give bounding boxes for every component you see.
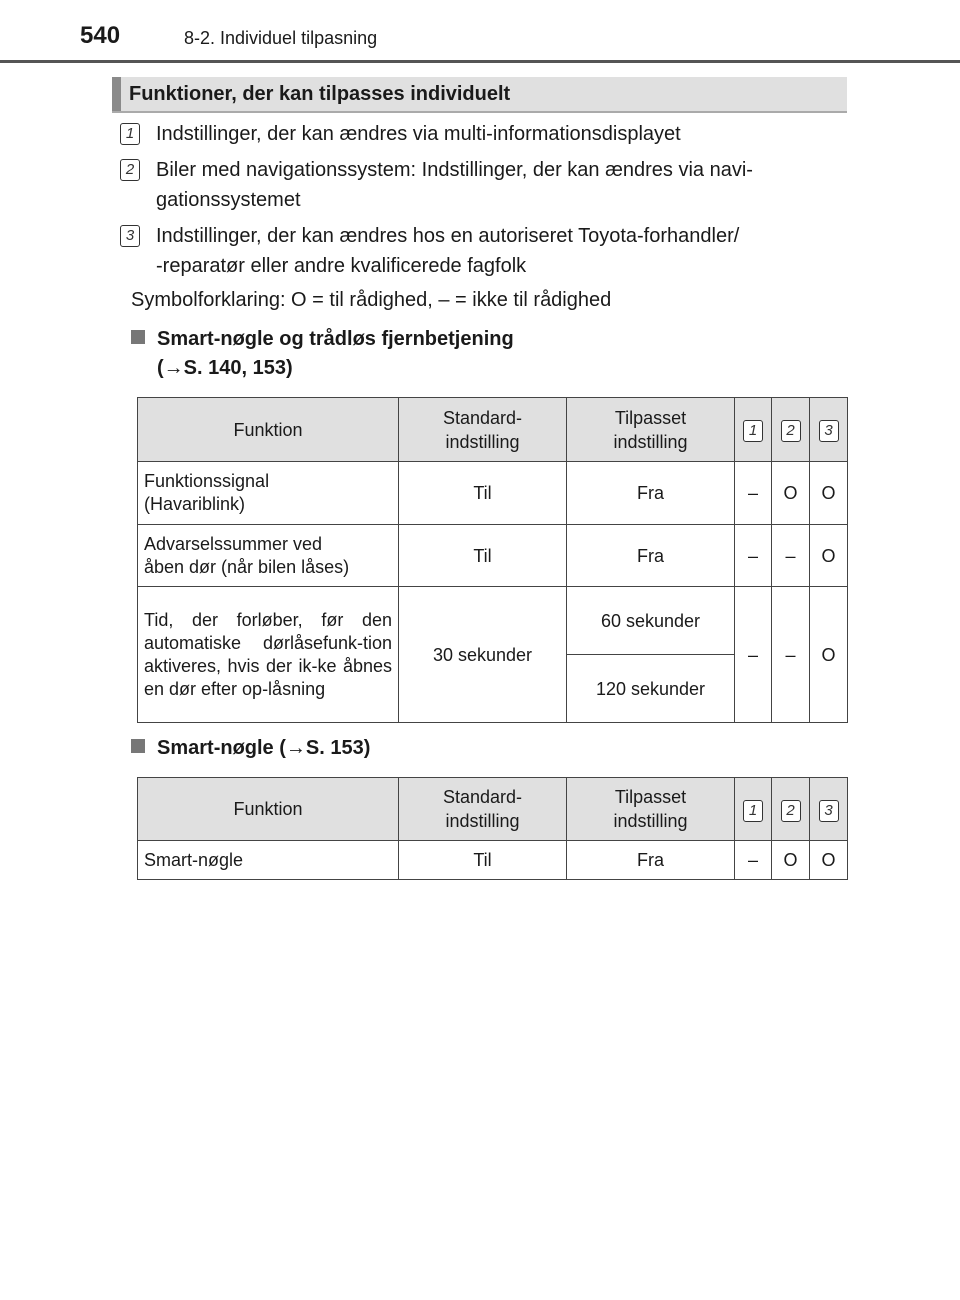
column-header-function: Funktion [138,778,399,841]
cell-custom: 60 sekunder [567,587,735,655]
section2-title: Smart-nøgle (→S. 153) [157,737,371,759]
box-title-text: Funktioner, der kan tilpasses individuelt [129,83,511,105]
cell-default: Til [399,462,567,525]
square-bullet-icon [131,739,145,753]
cell-function: Advarselssummer ved åben dør (når bilen låses) [138,525,399,587]
cell-availability-2: – [772,525,810,587]
table-row [138,587,848,655]
cell-availability-1: – [735,587,772,723]
column-header-custom: Tilpasset indstilling [567,398,735,462]
number-badge: 2 [781,800,801,822]
number-badge: 3 [120,225,140,247]
column-header-function: Funktion [138,398,399,462]
cell-availability-3: O [810,525,848,587]
cell-availability-1: – [735,525,772,587]
column-header-2 [772,778,810,841]
table-header-row [138,778,848,841]
cell-availability-1: – [735,841,772,880]
legend-item-1 [112,119,847,149]
cell-function: Smart-nøgle [138,841,399,880]
cell-default: Til [399,525,567,587]
cell-availability-3: O [810,841,848,880]
cell-availability-3: O [810,462,848,525]
number-badge: 1 [743,800,763,822]
number-badge: 3 [819,420,839,442]
cell-default: Til [399,841,567,880]
column-header-1 [735,778,772,841]
table-row [138,462,848,525]
cell-availability-3: O [810,587,848,723]
box-title-accent [112,77,121,111]
square-bullet-icon [131,330,145,344]
number-badge: 1 [743,420,763,442]
column-header-1 [735,398,772,462]
cell-custom: 120 sekunder [567,655,735,723]
number-badge: 1 [120,123,140,145]
section1-title: Smart-nøgle og trådløs fjernbetjening [157,328,514,350]
cell-availability-2: O [772,841,810,880]
header-divider [0,60,960,63]
box-title [112,77,847,111]
settings-table-2 [137,777,848,880]
cell-function: Tid, der forløber, før den automatiske dørlåsefunk-tion aktiveres, hvis der ik-ke åbnes en dør efter op-låsning [138,587,399,723]
number-badge: 2 [120,159,140,181]
cell-default: 30 sekunder [399,587,567,723]
cell-availability-1: – [735,462,772,525]
box-title-underline [112,111,847,113]
cell-custom: Fra [567,462,735,525]
settings-table-1 [137,397,848,723]
number-badge: 3 [819,800,839,822]
cell-availability-2: – [772,587,810,723]
section1-heading [131,325,514,383]
column-header-3 [810,778,848,841]
table-row [138,525,848,587]
cell-custom: Fra [567,841,735,880]
cell-custom: Fra [567,525,735,587]
column-header-3 [810,398,848,462]
section-title: 8-2. Individuel tilpasning [184,28,378,48]
table-row [138,841,848,880]
legend-item-text: Indstillinger, der kan ændres hos en autoriseret Toyota-forhandler/ -reparatør eller andre kvalificerede fagfolk [156,225,740,277]
table-header-row [138,398,848,462]
number-badge: 2 [781,420,801,442]
column-header-default: Standard- indstilling [399,398,567,462]
symbol-legend: Symbolforklaring: O = til rådighed, – = ikke til rådighed [131,289,612,311]
cell-function: Funktionssignal (Havariblink) [138,462,399,525]
column-header-2 [772,398,810,462]
section2-heading [131,734,370,763]
legend-item-text: Indstillinger, der kan ændres via multi-informationsdisplayet [156,123,681,145]
legend-item-text: Biler med navigationssystem: Indstillinger, der kan ændres via navi- gationssystemet [156,159,753,211]
column-header-custom: Tilpasset indstilling [567,778,735,841]
section1-page-ref[interactable]: (→S. 140, 153) [157,357,293,379]
legend-item-2 [112,155,847,215]
page-number: 540 [80,22,121,49]
cell-availability-2: O [772,462,810,525]
column-header-default: Standard- indstilling [399,778,567,841]
legend-item-3 [112,221,847,281]
